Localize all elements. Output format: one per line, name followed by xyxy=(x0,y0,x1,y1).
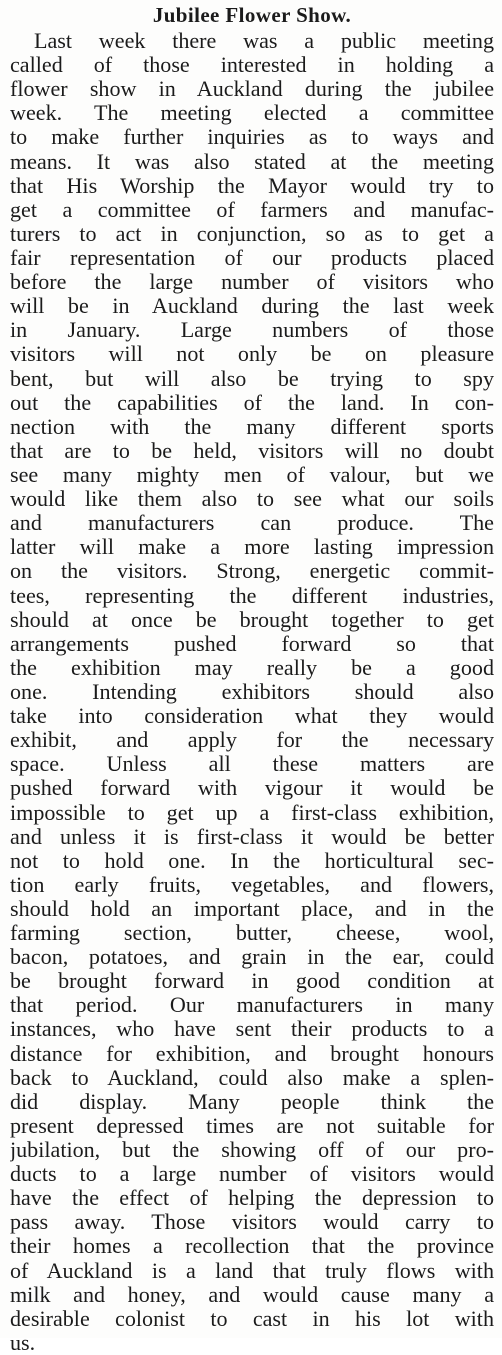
article-line: ducts to a large number of visitors would xyxy=(10,1162,494,1187)
article-line: farming section, butter, cheese, wool, xyxy=(10,921,494,946)
article-line: exhibit, and apply for the necessary xyxy=(10,728,494,753)
article-line: have the effect of helping the depression to xyxy=(10,1186,494,1211)
article-line: distance for exhibition, and brought honours xyxy=(10,1041,494,1066)
article-line: bacon, potatoes, and grain in the ear, could xyxy=(10,945,494,970)
article-line: jubilation, but the showing off of our pro- xyxy=(10,1138,494,1163)
article-line: one. Intending exhibitors should also xyxy=(10,679,494,704)
article-line: did display. Many people think the xyxy=(10,1089,494,1114)
article-line: pushed forward with vigour it would be xyxy=(10,776,494,801)
article-line: nection with the many different sports xyxy=(10,414,494,439)
article-line: should hold an important place, and in the xyxy=(10,896,494,921)
article-line: that are to be held, visitors will no doubt xyxy=(10,438,494,463)
article-line: arrangements pushed forward so that xyxy=(10,631,494,656)
article-line: before the large number of visitors who xyxy=(10,270,494,295)
article-line: tees, representing the different industries, xyxy=(10,583,494,608)
article-line: latter will make a more lasting impression xyxy=(10,535,494,560)
article-line: their homes a recollection that the province xyxy=(10,1234,494,1259)
article-line: on the visitors. Strong, energetic commit- xyxy=(10,559,494,584)
article-line: and unless it is first-class it would be better xyxy=(10,824,494,849)
article-line: back to Auckland, could also make a splen- xyxy=(10,1065,494,1090)
article-line: desirable colonist to cast in his lot with xyxy=(10,1306,494,1331)
article-line: of Auckland is a land that truly flows with xyxy=(10,1258,494,1283)
article-line: fair representation of our products placed xyxy=(10,245,494,270)
article-line: milk and honey, and would cause many a xyxy=(10,1282,494,1307)
article-line: visitors will not only be on pleasure xyxy=(10,342,494,367)
article-line: impossible to get up a first-class exhibition, xyxy=(10,800,494,825)
article-line: instances, who have sent their products to a xyxy=(10,1017,494,1042)
article-line: to make further inquiries as to ways and xyxy=(10,125,494,150)
article-line: take into consideration what they would xyxy=(10,704,494,729)
article-line: that period. Our manufacturers in many xyxy=(10,993,494,1018)
article-line: out the capabilities of the land. In con- xyxy=(10,390,494,415)
article-line: us. xyxy=(10,1330,36,1355)
article-line: will be in Auckland during the last week xyxy=(10,294,494,319)
article-line: present depressed times are not suitable for xyxy=(10,1113,494,1138)
article-line: called of those interested in holding a xyxy=(10,53,494,78)
article-line: should at once be brought together to get xyxy=(10,607,494,632)
article-line: not to hold one. In the horticultural sec- xyxy=(10,848,494,873)
article-line: in January. Large numbers of those xyxy=(10,318,494,343)
article-line: be brought forward in good condition at xyxy=(10,969,494,994)
article-line: tion early fruits, vegetables, and flowers, xyxy=(10,872,494,897)
article-line: bent, but will also be trying to spy xyxy=(10,366,494,391)
article-body xyxy=(10,29,494,1355)
article-line: means. It was also stated at the meeting xyxy=(10,149,494,174)
article-headline: Jubilee Flower Show. xyxy=(152,3,352,27)
article-line: and manufacturers can produce. The xyxy=(10,511,494,536)
article-line: flower show in Auckland during the jubilee xyxy=(10,77,494,102)
article-line: see many mighty men of valour, but we xyxy=(10,462,494,487)
article-line: get a committee of farmers and manufac- xyxy=(10,197,494,222)
article-line: that His Worship the Mayor would try to xyxy=(10,173,494,198)
article-line: Last week there was a public meeting xyxy=(34,29,494,53)
article-line: pass away. Those visitors would carry to xyxy=(10,1210,494,1235)
article-line: turers to act in conjunction, so as to get a xyxy=(10,221,494,246)
article-line: the exhibition may really be a good xyxy=(10,655,494,680)
article-line: week. The meeting elected a committee xyxy=(10,101,494,126)
article-line: space. Unless all these matters are xyxy=(10,752,494,777)
article-line: would like them also to see what our soils xyxy=(10,487,494,512)
